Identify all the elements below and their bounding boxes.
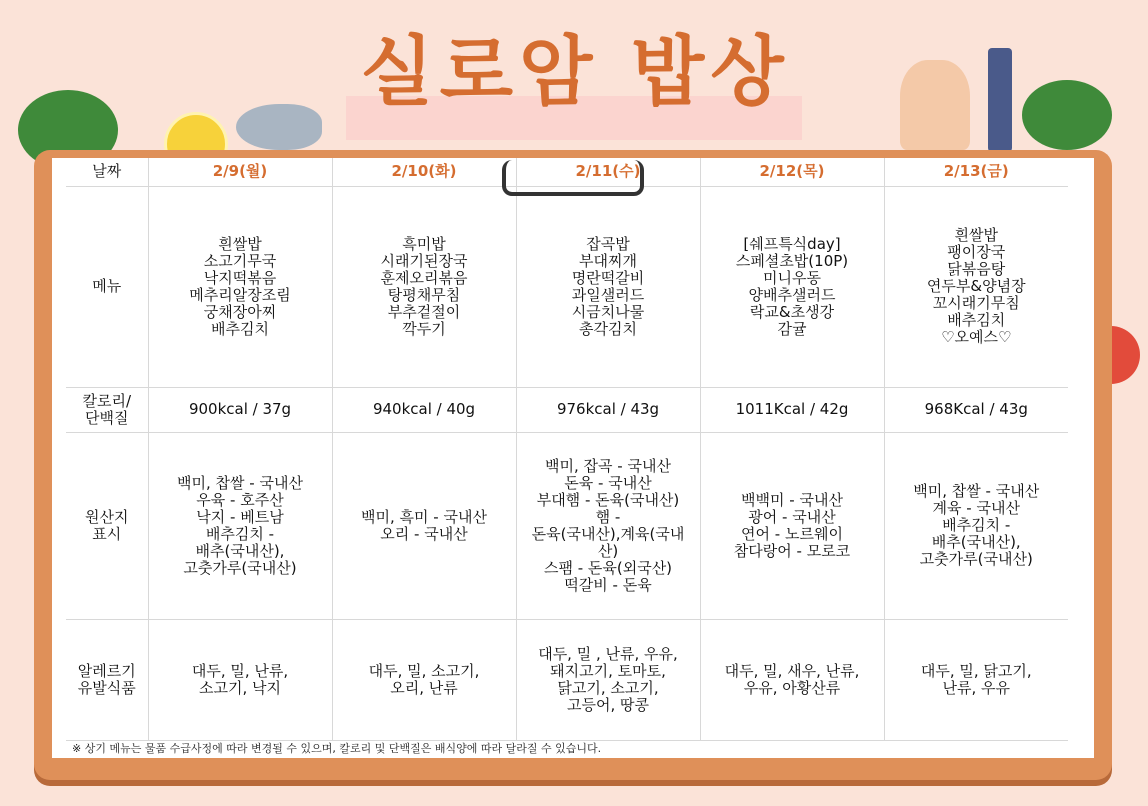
- text-line: 양배추샐러드: [748, 285, 836, 304]
- origin-label: [66, 432, 148, 619]
- text-line: [쉐프특식day]: [743, 234, 841, 253]
- footnote: ※ 상기 메뉴는 물품 수급사정에 따라 변경될 수 있으며, 칼로리 및 단백질은 배식양에 따라 달라질 수 있습니다.: [72, 742, 602, 755]
- text-line: 유발식품: [77, 678, 136, 697]
- origin-cell: [884, 432, 1068, 619]
- text-line: 락교&초생강: [749, 302, 835, 321]
- text-line: 떡갈비 - 돈육: [564, 575, 652, 594]
- text-line: 팽이장국: [947, 243, 1006, 261]
- menu-cell: [332, 186, 516, 387]
- text-line: 오리 - 국내산: [380, 524, 468, 543]
- allergy-label: [66, 619, 148, 740]
- menu-cell: [884, 186, 1068, 387]
- text-line: 탕평채무침: [387, 285, 461, 304]
- text-line: 배추김치 -: [942, 516, 1011, 534]
- text-line: 잡곡밥: [586, 234, 630, 253]
- menu-row: [66, 186, 1068, 387]
- allergy-row: [66, 619, 1068, 740]
- text-line: 시래기된장국: [380, 251, 468, 270]
- leaf-decoration-right: [1022, 80, 1112, 150]
- text-line: 시금치나물: [571, 302, 645, 321]
- text-line: 흰쌀밥: [954, 226, 998, 244]
- text-line: 오리, 난류: [390, 678, 458, 697]
- calorie-cell: 968Kcal / 43g: [884, 387, 1068, 432]
- text-line: 깍두기: [402, 319, 446, 338]
- origin-cell: [332, 432, 516, 619]
- page-title: 실로암 밥상: [360, 27, 790, 116]
- origin-cell: [516, 432, 700, 619]
- text-line: 총각김치: [579, 319, 637, 338]
- text-line: 참다랑어 - 모로코: [733, 541, 851, 560]
- text-line: 감귤: [777, 319, 807, 338]
- text-line: 고등어, 땅콩: [567, 695, 649, 714]
- text-line: 백미, 흑미 - 국내산: [361, 507, 487, 526]
- text-line: 배추김치 -: [205, 524, 275, 543]
- text-line: 백미, 찹쌀 - 국내산: [177, 473, 303, 492]
- origin-row: [66, 432, 1068, 619]
- text-line: 닭고기, 소고기,: [557, 678, 659, 697]
- pencil-decoration: [988, 48, 1012, 152]
- menu-cell: [516, 186, 700, 387]
- calorie-row: [66, 387, 1068, 432]
- text-line: 대두, 밀 , 난류, 우유,: [538, 644, 678, 663]
- text-line: 계육 - 국내산: [932, 499, 1020, 517]
- text-line: 낙지 - 베트남: [196, 507, 284, 526]
- text-line: 대두, 밀, 난류,: [191, 661, 289, 680]
- text-line: 배추김치: [947, 311, 1006, 329]
- text-line: 우육 - 호주산: [196, 490, 284, 509]
- text-line: 난류, 우유: [942, 678, 1010, 697]
- text-line: 백백미 - 국내산: [741, 490, 843, 509]
- origin-cell: [148, 432, 332, 619]
- menu-label: 메뉴: [66, 186, 148, 387]
- text-line: 연두부&양념장: [926, 277, 1026, 295]
- text-line: 메추리알장조림: [189, 285, 291, 304]
- text-line: 배추(국내산),: [931, 533, 1021, 551]
- text-line: 대두, 밀, 닭고기,: [920, 661, 1032, 680]
- text-line: 소고기, 낙지: [199, 678, 281, 697]
- text-line: 미니우동: [763, 268, 821, 287]
- text-line: 스팸 - 돈육(외국산): [543, 558, 673, 577]
- text-line: 단백질: [85, 408, 129, 427]
- text-line: 우유, 아황산류: [743, 678, 841, 697]
- origin-cell: [700, 432, 884, 619]
- text-line: 알레르기: [77, 661, 136, 680]
- clipboard-clip: [502, 160, 644, 196]
- allergy-cell: [700, 619, 884, 740]
- calorie-cell: 976kcal / 43g: [516, 387, 700, 432]
- allergy-cell: [516, 619, 700, 740]
- day-header: 2/12(목): [700, 158, 884, 186]
- text-line: 칼로리/: [82, 391, 132, 410]
- weekly-menu-table: [66, 158, 1068, 741]
- day-header: 2/10(화): [332, 158, 516, 186]
- text-line: 낙지떡볶음: [203, 268, 277, 287]
- text-line: 부대햄 - 돈육(국내산): [536, 490, 680, 509]
- fish-decoration: [236, 104, 322, 150]
- text-line: 훈제오리볶음: [380, 268, 468, 287]
- allergy-cell: [148, 619, 332, 740]
- text-line: 산): [597, 541, 619, 560]
- text-line: 돈육(국내산),계육(국내: [531, 524, 685, 543]
- day-header: 2/11(수): [516, 158, 700, 186]
- allergy-cell: [332, 619, 516, 740]
- text-line: 표시: [92, 524, 122, 543]
- text-line: 흰쌀밥: [218, 234, 262, 253]
- menu-cell: [700, 186, 884, 387]
- text-line: 햄 -: [595, 507, 621, 526]
- calorie-cell: 900kcal / 37g: [148, 387, 332, 432]
- date-label: 날짜: [66, 158, 148, 186]
- text-line: 부대찌개: [579, 251, 637, 270]
- text-line: 고춧가루(국내산): [919, 550, 1033, 568]
- text-line: 꼬시래기무침: [932, 294, 1020, 312]
- calorie-label: [66, 387, 148, 432]
- text-line: 닭볶음탕: [947, 260, 1006, 278]
- text-line: 광어 - 국내산: [748, 507, 836, 526]
- text-line: 백미, 찹쌀 - 국내산: [913, 482, 1040, 500]
- text-line: 배추(국내산),: [195, 541, 285, 560]
- day-header: 2/13(금): [884, 158, 1068, 186]
- text-line: 부추겉절이: [387, 302, 461, 321]
- menu-cell: [148, 186, 332, 387]
- text-line: 대두, 밀, 새우, 난류,: [724, 661, 860, 680]
- text-line: 원산지: [85, 507, 129, 526]
- text-line: 고춧가루(국내산): [183, 558, 297, 577]
- text-line: 돈육 - 국내산: [564, 473, 652, 492]
- calorie-cell: 940kcal / 40g: [332, 387, 516, 432]
- text-line: 배추김치: [211, 319, 269, 338]
- text-line: 과일샐러드: [571, 285, 645, 304]
- text-line: 흑미밥: [402, 234, 446, 253]
- text-line: 명란떡갈비: [571, 268, 645, 287]
- calorie-cell: 1011Kcal / 42g: [700, 387, 884, 432]
- day-header: 2/9(월): [148, 158, 332, 186]
- allergy-cell: [884, 619, 1068, 740]
- text-line: 백미, 잡곡 - 국내산: [545, 456, 671, 475]
- text-line: 소고기무국: [203, 251, 277, 270]
- text-line: 궁채장아찌: [203, 302, 277, 321]
- text-line: 돼지고기, 토마토,: [550, 661, 666, 680]
- text-line: 대두, 밀, 소고기,: [368, 661, 480, 680]
- text-line: 스페셜초밥(10P): [735, 251, 849, 270]
- chef-illustration: [900, 60, 970, 150]
- text-line: ♡오예스♡: [941, 328, 1012, 346]
- text-line: 연어 - 노르웨이: [741, 524, 843, 543]
